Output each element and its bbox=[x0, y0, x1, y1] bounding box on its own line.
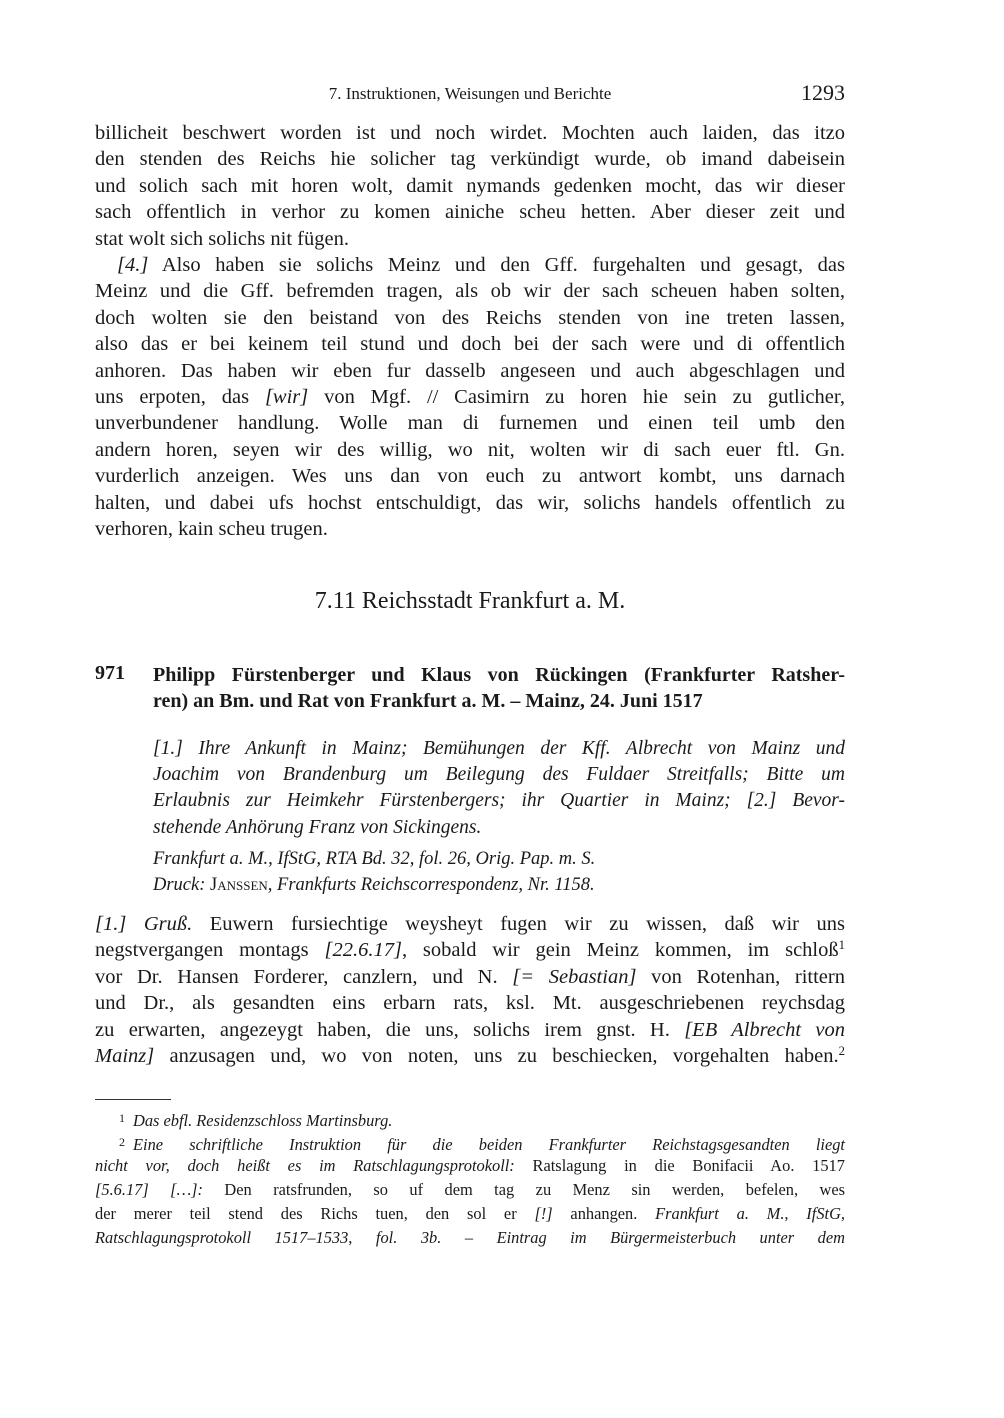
text-segment: Meinz und die Gff. befremden tragen, als ob wir der sach scheuen haben solten, bbox=[95, 280, 845, 303]
text-segment: und Dr., als gesandten eins erbarn rats, ksl. Mt. ausgeschriebenen reychsdag bbox=[95, 992, 845, 1015]
footnote bbox=[95, 1106, 845, 1130]
text-line bbox=[95, 146, 845, 172]
text-line bbox=[95, 1202, 845, 1226]
text-segment: [wir] bbox=[264, 385, 309, 408]
text-segment: zu erwarten, angezeygt haben, die uns, solichs irem gnst. H. bbox=[95, 1018, 685, 1041]
text-line bbox=[153, 662, 845, 688]
text-line bbox=[95, 516, 845, 542]
text-segment: der merer teil stend des Richs tuen, den sol er bbox=[95, 1204, 535, 1223]
text-segment: Den ratsfrunden, so uf dem tag zu Menz sin werden, befelen, wes bbox=[202, 1180, 845, 1199]
footnote-number: 1 bbox=[119, 1111, 125, 1125]
running-header bbox=[95, 80, 845, 108]
text-line bbox=[95, 199, 845, 225]
running-title: 7. Instruktionen, Weisungen und Berichte bbox=[328, 84, 612, 103]
text-segment: Joachim von Brandenburg um Beilegung des Fuldaer Streitfalls; Bitte um bbox=[153, 764, 845, 786]
footnote-reference: 2 bbox=[838, 1043, 845, 1058]
text-segment: [4.] bbox=[117, 254, 149, 276]
text-segment: billicheit beschwert worden ist und noch wirdet. Mochten auch laiden, das itzo bbox=[95, 122, 845, 144]
text-line bbox=[153, 872, 845, 898]
text-segment: [1.] Ihre Ankunft in Mainz; Bemühungen der Kff. Albrecht von Mainz und bbox=[153, 738, 845, 759]
text-line bbox=[95, 358, 845, 384]
text-segment: den stenden des Reichs hie solicher tag verkündigt wurde, ob imand dabeisein bbox=[95, 148, 845, 171]
text-line bbox=[95, 1017, 845, 1043]
document-title bbox=[153, 662, 845, 715]
text-segment: [1.] Gruß. bbox=[95, 913, 193, 935]
text-segment: Also haben sie solichs Meinz und den Gff. furgehalten und gesagt, das bbox=[148, 254, 845, 276]
text-segment: Philipp Fürstenberger und Klaus von Rückingen (Frankfurter Ratsher- bbox=[153, 664, 845, 686]
document-summary bbox=[153, 736, 845, 841]
text-line bbox=[95, 1130, 845, 1154]
text-segment: Ratslagung in die Bonifacii Ao. 1517 bbox=[514, 1156, 845, 1175]
text-line bbox=[153, 815, 845, 841]
text-segment: [EB Albrecht von bbox=[684, 1018, 845, 1041]
text-line bbox=[95, 305, 845, 331]
text-segment: Janssen bbox=[210, 875, 268, 895]
text-segment: ren) an Bm. und Rat von Frankfurt a. M. – Mainz, 24. Juni 1517 bbox=[153, 690, 703, 713]
paragraph-4 bbox=[95, 252, 845, 542]
section-heading: 7.11 Reichsstadt Frankfurt a. M. bbox=[314, 588, 626, 614]
text-segment: halten, und dabei ufs hochst entschuldigt, das wir, solichs handels offentlich zu bbox=[95, 491, 845, 514]
text-segment: [22.6.17] bbox=[324, 939, 402, 962]
text-line bbox=[95, 226, 845, 252]
text-segment: negstvergangen montags bbox=[95, 939, 325, 962]
text-segment: , Frankfurts Reichscorrespondenz, Nr. 1158. bbox=[267, 875, 595, 895]
page-number: 1293 bbox=[801, 80, 845, 105]
text-segment: Eine schriftliche Instruktion für die beiden Frankfurter Reichstagsgesandten liegt bbox=[133, 1135, 845, 1154]
document-body bbox=[95, 911, 845, 1069]
text-segment: vurderlich anzeigen. Wes uns dan von euch zu antwort kombt, uns darnach bbox=[95, 465, 845, 488]
text-segment: [= Sebastian] bbox=[512, 965, 637, 988]
text-segment: von Rotenhan, rittern bbox=[636, 965, 845, 988]
text-segment: Mainz] bbox=[95, 1044, 155, 1067]
text-line bbox=[95, 252, 845, 278]
text-segment: Erlaubnis zur Heimkehr Fürstenbergers; ihr Quartier in Mainz; [2.] Bevor- bbox=[153, 790, 845, 812]
text-segment: anhoren. Das haben wir eben fur dasselb angeseen und auch abgeschlagen und bbox=[95, 359, 845, 382]
text-line bbox=[95, 437, 845, 463]
text-line bbox=[95, 490, 845, 516]
text-line bbox=[153, 688, 845, 714]
paragraph-continuation bbox=[95, 120, 845, 252]
text-segment: vor Dr. Hansen Forderer, canzlern, und N. bbox=[95, 965, 513, 988]
footnote-reference: 1 bbox=[838, 938, 845, 953]
text-line bbox=[95, 278, 845, 304]
footnote bbox=[95, 1130, 845, 1250]
text-segment: also das er bei keinem teil stund und doch bei der sach were und di offentlich bbox=[95, 333, 845, 356]
text-line bbox=[95, 1043, 845, 1069]
text-segment: doch wolten sie den beistand von des Reichs stenden von ine treten lassen, bbox=[95, 306, 845, 329]
text-line bbox=[95, 384, 845, 410]
text-segment: nicht vor, doch heißt es im Ratschlagungsprotokoll: bbox=[95, 1156, 515, 1175]
text-segment: von Mgf. // Casimirn zu horen hie sein zu gutlicher, bbox=[308, 385, 846, 408]
text-line bbox=[153, 762, 845, 788]
text-line bbox=[95, 911, 845, 937]
footnotes bbox=[95, 1106, 845, 1250]
text-line bbox=[95, 173, 845, 199]
text-line bbox=[95, 1106, 845, 1130]
text-segment: Druck: bbox=[153, 875, 211, 895]
text-line bbox=[95, 937, 845, 963]
text-segment: stehende Anhörung Franz von Sickingens. bbox=[153, 816, 482, 838]
text-segment: Euwern fursiechtige weysheyt fugen wir zu wissen, daß wir uns bbox=[192, 913, 845, 935]
text-segment: [5.6.17] […]: bbox=[95, 1180, 203, 1199]
text-segment: [!] bbox=[534, 1204, 553, 1223]
text-line bbox=[95, 120, 845, 146]
text-line bbox=[95, 990, 845, 1016]
text-segment: uns erpoten, das bbox=[95, 385, 265, 408]
text-segment: Frankfurt a. M., IfStG, RTA Bd. 32, fol. 26, Orig. Pap. m. S. bbox=[153, 849, 596, 869]
text-line bbox=[95, 463, 845, 489]
document-source bbox=[153, 846, 845, 898]
text-segment: unverbundener handlung. Wolle man di furnemen und einen teil umb den bbox=[95, 412, 845, 435]
footnote-separator bbox=[95, 1099, 171, 1100]
footnote-number: 2 bbox=[119, 1135, 125, 1149]
text-segment: und solich sach mit horen wolt, damit nymands gedenken mocht, das wir dieser bbox=[95, 174, 845, 197]
text-segment: andern horen, seyen wir des willig, wo nit, wolten wir di sach euer ftl. Gn. bbox=[95, 438, 845, 461]
text-line bbox=[153, 788, 845, 814]
text-line bbox=[95, 1226, 845, 1250]
text-segment: verhoren, kain scheu trugen. bbox=[95, 517, 328, 540]
document-number: 971 bbox=[95, 662, 125, 684]
text-line bbox=[153, 846, 845, 872]
text-segment: , sobald wir gein Meinz kommen, im schloß bbox=[401, 939, 839, 962]
text-line bbox=[95, 1154, 845, 1178]
text-segment: Frankfurt a. M., IfStG, bbox=[655, 1204, 845, 1223]
text-line bbox=[95, 410, 845, 436]
text-line bbox=[153, 736, 845, 762]
text-line bbox=[95, 1178, 845, 1202]
text-segment: anhangen. bbox=[552, 1204, 656, 1223]
text-segment: Ratschlagungsprotokoll 1517–1533, fol. 3b. – Eintrag im Bürgermeisterbuch unter dem bbox=[95, 1228, 845, 1247]
text-segment: sach offentlich in verhor zu komen ainiche scheu hetten. Aber dieser zeit und bbox=[95, 201, 845, 224]
text-segment: anzusagen und, wo von noten, uns zu beschiecken, vorgehalten haben. bbox=[154, 1044, 839, 1067]
text-segment: stat wolt sich solichs nit fügen. bbox=[95, 227, 349, 250]
text-line bbox=[95, 964, 845, 990]
text-segment: Das ebfl. Residenzschloss Martinsburg. bbox=[133, 1111, 393, 1130]
text-line bbox=[95, 331, 845, 357]
